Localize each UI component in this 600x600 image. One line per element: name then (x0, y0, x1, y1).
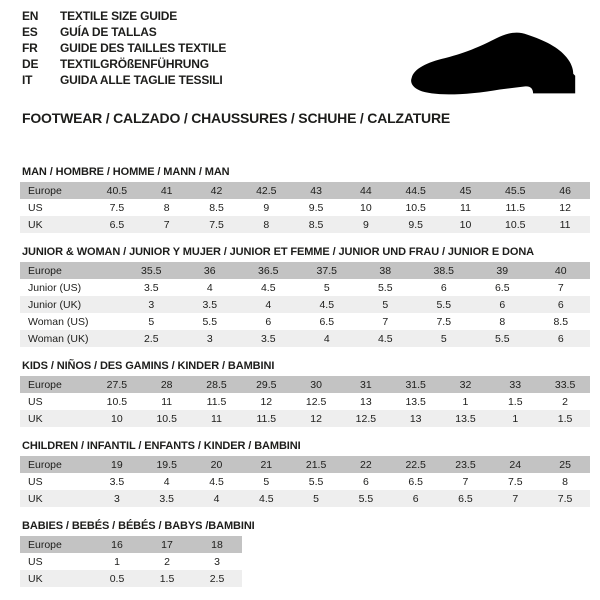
size-cell: 37.5 (316, 264, 337, 277)
table-row (20, 570, 242, 587)
size-cell: 44.5 (405, 184, 426, 197)
size-cell: 12 (559, 201, 571, 214)
size-cell: 29.5 (256, 378, 277, 391)
size-cell: 7 (512, 492, 519, 505)
size-cell: 1 (114, 555, 120, 568)
size-cell: 8 (263, 218, 270, 231)
size-cell: 7.5 (436, 315, 452, 328)
size-cell: 10.5 (106, 395, 128, 408)
size-cell: 45.5 (505, 184, 526, 197)
size-cell: 5 (382, 298, 389, 311)
size-cell: 10.5 (156, 412, 177, 425)
size-cell: 3.5 (109, 475, 125, 488)
size-cell: 10 (459, 218, 472, 231)
size-cell: 5 (440, 332, 447, 345)
table-row (20, 456, 590, 473)
size-table-man (20, 182, 590, 233)
size-table-junior-woman (20, 262, 590, 347)
size-cell: 2.5 (143, 332, 159, 345)
size-cell: 3 (206, 332, 213, 345)
size-cell: 24 (509, 458, 522, 471)
size-cell: 45 (459, 184, 472, 197)
size-cell: 6 (265, 315, 272, 328)
size-cell: 7.5 (109, 201, 125, 214)
size-cell: 10.5 (505, 218, 526, 231)
language-title: GUÍA DE TALLAS (60, 25, 157, 39)
size-cell: 33 (509, 378, 522, 391)
size-cell: 0.5 (109, 572, 125, 585)
size-section-junior-woman (20, 246, 590, 347)
size-cell: 10.5 (405, 201, 426, 214)
size-cell: 8 (562, 475, 568, 488)
table-row (20, 199, 590, 216)
size-cell: 36.5 (258, 264, 279, 277)
size-cell: 32 (459, 378, 472, 391)
size-cell: 38.5 (433, 264, 454, 277)
row-label: Junior (UK) (28, 298, 82, 311)
size-cell: 1.5 (507, 395, 523, 408)
size-cell: 7 (163, 218, 170, 231)
row-label: Europe (28, 458, 62, 471)
size-cell: 5.5 (202, 315, 218, 328)
row-label: Europe (28, 184, 62, 197)
table-row (20, 553, 242, 570)
category-heading: FOOTWEAR / CALZADO / CHAUSSURES / SCHUHE / CALZATURE (22, 110, 451, 126)
row-label: Junior (US) (28, 281, 82, 294)
size-cell: 12 (310, 412, 322, 425)
size-cell: 4.5 (319, 298, 335, 311)
table-row (20, 216, 590, 233)
size-table-kids (20, 376, 590, 427)
row-label: UK (28, 492, 43, 505)
table-row (20, 410, 590, 427)
size-cell: 6 (557, 298, 564, 311)
size-cell: 3 (214, 555, 220, 568)
size-cell: 4 (323, 332, 330, 345)
row-label: Europe (28, 538, 62, 551)
size-cell: 4.5 (258, 492, 274, 505)
table-title: MAN / HOMBRE / HOMME / MANN / MAN (22, 166, 230, 178)
size-cell: 11 (161, 395, 173, 408)
size-cell: 10 (111, 412, 123, 425)
size-cell: 12.5 (305, 395, 327, 408)
size-cell: 5.5 (494, 332, 510, 345)
size-cell: 21 (260, 458, 273, 471)
table-row (20, 313, 590, 330)
table-row (20, 393, 590, 410)
size-cell: 5.5 (308, 475, 324, 488)
size-section-man (20, 166, 590, 233)
language-code: DE (22, 57, 39, 71)
table-title: BABIES / BEBÉS / BÉBÉS / BABYS /BAMBINI (22, 520, 255, 532)
row-label: Woman (UK) (28, 332, 89, 345)
size-cell: 2.5 (209, 572, 225, 585)
size-cell: 5 (148, 315, 155, 328)
table-row (20, 473, 590, 490)
size-table-babies (20, 536, 242, 587)
size-cell: 4.5 (209, 475, 224, 488)
table-row (20, 376, 590, 393)
row-label: UK (28, 572, 43, 585)
size-cell: 7.5 (209, 218, 224, 231)
size-cell: 12.5 (355, 412, 377, 425)
size-cell: 19 (111, 458, 123, 471)
size-cell: 1 (512, 412, 519, 425)
table-row (20, 296, 590, 313)
size-cell: 5.5 (358, 492, 374, 505)
table-row (20, 536, 242, 553)
table-row (20, 182, 590, 199)
size-cell: 6.5 (494, 281, 510, 294)
size-cell: 2 (562, 395, 568, 408)
row-label: UK (28, 412, 43, 425)
row-label: Woman (US) (28, 315, 89, 328)
size-section-children (20, 440, 590, 507)
size-cell: 8.5 (553, 315, 569, 328)
size-cell: 31 (360, 378, 372, 391)
row-label: US (28, 555, 43, 568)
table-row (20, 330, 590, 347)
size-cell: 11 (211, 412, 222, 425)
size-cell: 6.5 (319, 315, 335, 328)
size-cell: 6.5 (408, 475, 423, 488)
row-label: US (28, 201, 43, 214)
size-cell: 11.5 (206, 395, 227, 408)
size-cell: 17 (161, 538, 173, 551)
language-title: TEXTILE SIZE GUIDE (60, 9, 178, 23)
size-cell: 38 (379, 264, 392, 277)
row-label: Europe (28, 264, 62, 277)
size-cell: 11.5 (256, 412, 277, 425)
size-cell: 16 (111, 538, 123, 551)
size-cell: 6 (440, 281, 447, 294)
size-cell: 27.5 (106, 378, 128, 391)
size-cell: 28.5 (206, 378, 227, 391)
table-row (20, 279, 590, 296)
size-cell: 1.5 (159, 572, 175, 585)
language-code: FR (22, 41, 38, 55)
language-code: EN (22, 9, 39, 23)
size-cell: 33.5 (554, 378, 576, 391)
size-cell: 18 (211, 538, 223, 551)
size-cell: 1.5 (557, 412, 573, 425)
size-cell: 31.5 (405, 378, 426, 391)
row-label: US (28, 475, 43, 488)
size-cell: 11 (460, 201, 471, 214)
size-cell: 41 (160, 184, 173, 197)
size-cell: 3.5 (143, 281, 159, 294)
size-cell: 6.5 (109, 218, 125, 231)
size-cell: 3.5 (159, 492, 174, 505)
size-cell: 19.5 (156, 458, 177, 471)
language-title: GUIDE DES TAILLES TEXTILE (60, 41, 227, 55)
table-title: JUNIOR & WOMAN / JUNIOR Y MUJER / JUNIOR ET FEMME / JUNIOR UND FRAU / JUNIOR E DONA (22, 246, 535, 258)
dress-shoe-icon (398, 14, 584, 114)
size-cell: 4.5 (377, 332, 393, 345)
size-cell: 6 (412, 492, 419, 505)
table-row (20, 262, 590, 279)
size-table-children (20, 456, 590, 507)
size-cell: 4.5 (260, 281, 276, 294)
size-cell: 7 (557, 281, 564, 294)
size-cell: 23.5 (455, 458, 476, 471)
size-cell: 46 (559, 184, 571, 197)
size-cell: 5 (313, 492, 319, 505)
size-cell: 20 (210, 458, 223, 471)
size-cell: 13 (360, 395, 372, 408)
size-cell: 9.5 (408, 218, 423, 231)
size-cell: 7 (382, 315, 389, 328)
size-section-kids (20, 360, 590, 427)
row-label: US (28, 395, 43, 408)
size-cell: 44 (360, 184, 372, 197)
size-cell: 13.5 (455, 412, 476, 425)
size-cell: 7.5 (507, 475, 523, 488)
language-title: TEXTILGRÖßENFÜHRUNG (60, 57, 209, 71)
size-cell: 10 (360, 201, 372, 214)
size-cell: 9 (362, 218, 369, 231)
row-label: Europe (28, 378, 62, 391)
size-cell: 40 (554, 264, 567, 277)
size-cell: 36 (203, 264, 216, 277)
size-section-babies (20, 520, 590, 587)
size-cell: 3 (113, 492, 120, 505)
size-cell: 1 (462, 395, 469, 408)
size-tables (20, 166, 590, 587)
size-cell: 22.5 (405, 458, 426, 471)
size-cell: 13.5 (405, 395, 426, 408)
size-cell: 6.5 (458, 492, 473, 505)
size-cell: 6 (362, 475, 369, 488)
table-title: CHILDREN / INFANTIL / ENFANTS / KINDER / BAMBINI (22, 440, 301, 452)
size-cell: 5.5 (436, 298, 452, 311)
size-cell: 3.5 (202, 298, 218, 311)
size-cell: 39 (496, 264, 509, 277)
size-cell: 5 (323, 281, 330, 294)
size-cell: 9 (263, 201, 270, 214)
size-cell: 8 (499, 315, 506, 328)
size-cell: 3.5 (260, 332, 276, 345)
size-cell: 25 (559, 458, 571, 471)
size-cell: 4 (213, 492, 220, 505)
size-cell: 8.5 (209, 201, 224, 214)
size-cell: 4 (206, 281, 213, 294)
row-label: UK (28, 218, 43, 231)
size-cell: 22 (360, 458, 372, 471)
size-cell: 8.5 (308, 218, 324, 231)
size-cell: 4 (265, 298, 272, 311)
size-cell: 30 (310, 378, 322, 391)
size-cell: 35.5 (141, 264, 162, 277)
size-cell: 28 (160, 378, 173, 391)
size-cell: 9.5 (308, 201, 324, 214)
size-cell: 42 (210, 184, 223, 197)
size-cell: 21.5 (305, 458, 327, 471)
language-code: IT (22, 73, 33, 87)
language-title: GUIDA ALLE TAGLIE TESSILI (60, 73, 223, 87)
size-cell: 7 (462, 475, 469, 488)
size-cell: 4 (163, 475, 170, 488)
size-cell: 42.5 (256, 184, 277, 197)
size-cell: 12 (260, 395, 273, 408)
size-cell: 5.5 (377, 281, 393, 294)
language-code: ES (22, 25, 38, 39)
size-cell: 2 (164, 555, 170, 568)
size-cell: 13 (409, 412, 422, 425)
table-title: KIDS / NIÑOS / DES GAMINS / KINDER / BAMBINI (22, 360, 275, 372)
size-cell: 11 (559, 218, 571, 231)
size-cell: 6 (557, 332, 564, 345)
size-cell: 7.5 (557, 492, 573, 505)
size-cell: 8 (163, 201, 170, 214)
size-cell: 3 (148, 298, 155, 311)
size-cell: 11.5 (505, 201, 526, 214)
table-row (20, 490, 590, 507)
size-cell: 40.5 (106, 184, 128, 197)
size-cell: 43 (310, 184, 322, 197)
size-cell: 6 (499, 298, 506, 311)
size-cell: 5 (263, 475, 270, 488)
